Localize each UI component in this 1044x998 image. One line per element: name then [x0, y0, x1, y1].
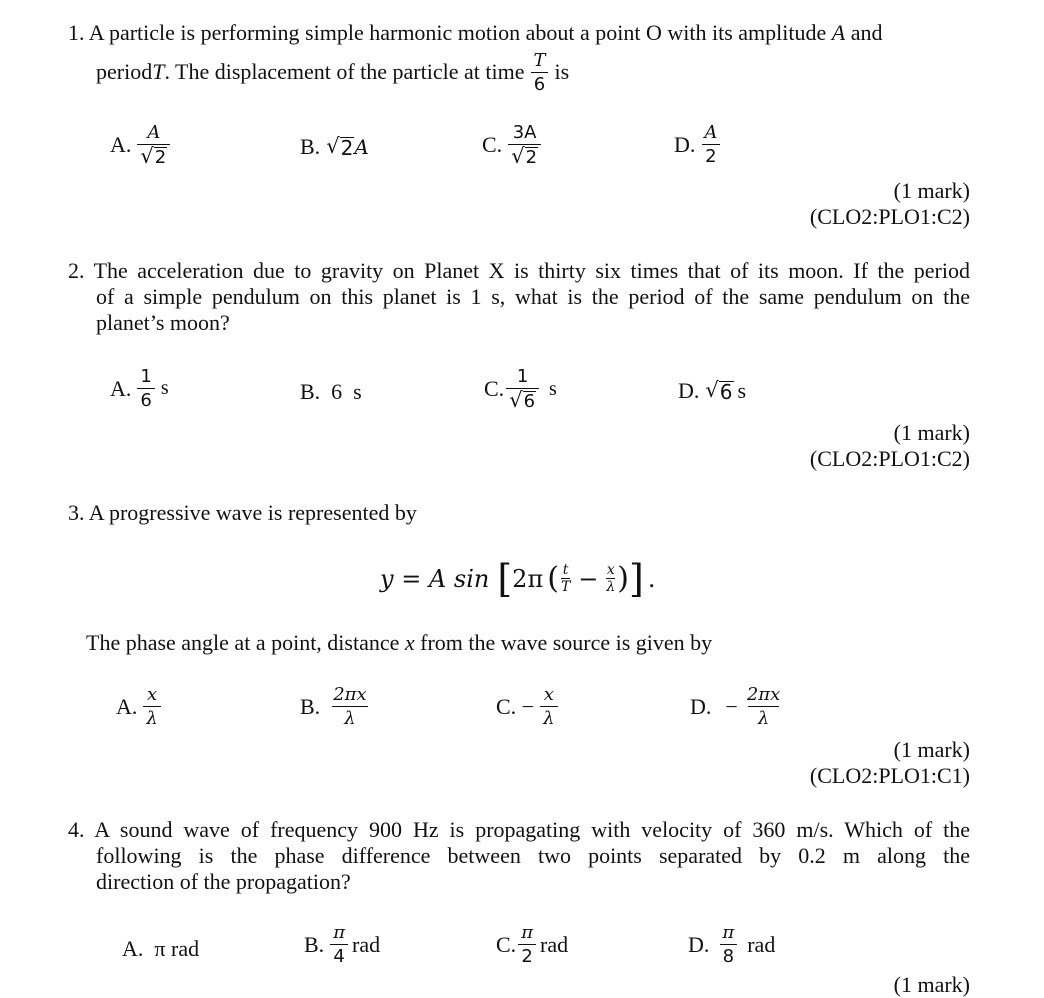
q4-line2: following is the phase difference between two points separated by 0.2 m along the [96, 843, 970, 868]
q3-option-a: A. $\frac{x}{\lambda}$ [116, 684, 161, 729]
q4-line3: direction of the propagation? [96, 869, 351, 894]
left-bracket: [ [497, 557, 513, 601]
q3-line2: The phase angle at a point, distance x from the wave source is given by [86, 630, 713, 655]
q1-line1: 1. A particle is performing simple harmonic motion about a point O with its amplitude A and [68, 20, 883, 45]
q4-option-d: D. $\frac{\pi}{8}$ rad [688, 922, 776, 967]
q3-line1: 3. A progressive wave is represented by [68, 500, 417, 525]
q2-option-d: D. √ 6 s [678, 378, 747, 404]
q2-line1: 2. The acceleration due to gravity on Planet X is thirty six times that of its moon. If the period [68, 258, 970, 283]
q1-option-a: A. A √ 2 [110, 122, 170, 168]
q2-line3: planet’s moon? [96, 310, 230, 335]
q4-option-a: A. π rad [122, 936, 200, 961]
right-paren: ) [617, 561, 629, 596]
q3-marks: (1 mark) (CLO2:PLO1:C1) [809, 737, 970, 788]
q3-wave-equation: y = A sin [ 2π ( t T − $\frac{x}{\lambda}$ ) ] . [380, 557, 656, 601]
q4-option-c: C. $\frac{\pi}{2}$ rad [496, 922, 569, 967]
q1-option-d: D. $\frac{A}{2}$ [674, 122, 720, 167]
q1-line2: period T . The displacement of the particle at time $\frac{T}{6}$ is [96, 49, 570, 95]
q1-option-c: C. 3A √ 2 [482, 122, 541, 168]
q4-line1: 4. A sound wave of frequency 900 Hz is propagating with velocity of 360 m/s. Which of the [68, 817, 970, 842]
q2-option-a: A. $\frac{1}{6}$ s [110, 366, 169, 411]
q1-time-fraction: $\frac{T}{6}$ [530, 50, 548, 95]
q4-option-b: B. $\frac{\pi}{4}$ rad [304, 922, 381, 967]
q3-option-b: B. $\frac{2\pi x}{\lambda}$ [300, 684, 367, 729]
q3-option-c: C. − $\frac{x}{\lambda}$ [496, 684, 558, 729]
q2-option-c: C. 1 √ 6 s [484, 366, 557, 412]
q1-marks: (1 mark) (CLO2:PLO1:C2) [809, 178, 970, 229]
q4-marks: (1 mark) [893, 972, 970, 997]
q2-option-b: B. 6 s [300, 379, 362, 404]
q1-option-b: B. √ 2 A [300, 134, 369, 160]
left-paren: ( [547, 561, 559, 596]
q3-option-d: D. − $\frac{2\pi x}{\lambda}$ [690, 684, 781, 729]
q2-marks: (1 mark) (CLO2:PLO1:C2) [809, 420, 970, 471]
q2-line2: of a simple pendulum on this planet is 1 s, what is the period of the same pendulum on the [96, 284, 970, 309]
right-bracket: ] [628, 557, 644, 601]
